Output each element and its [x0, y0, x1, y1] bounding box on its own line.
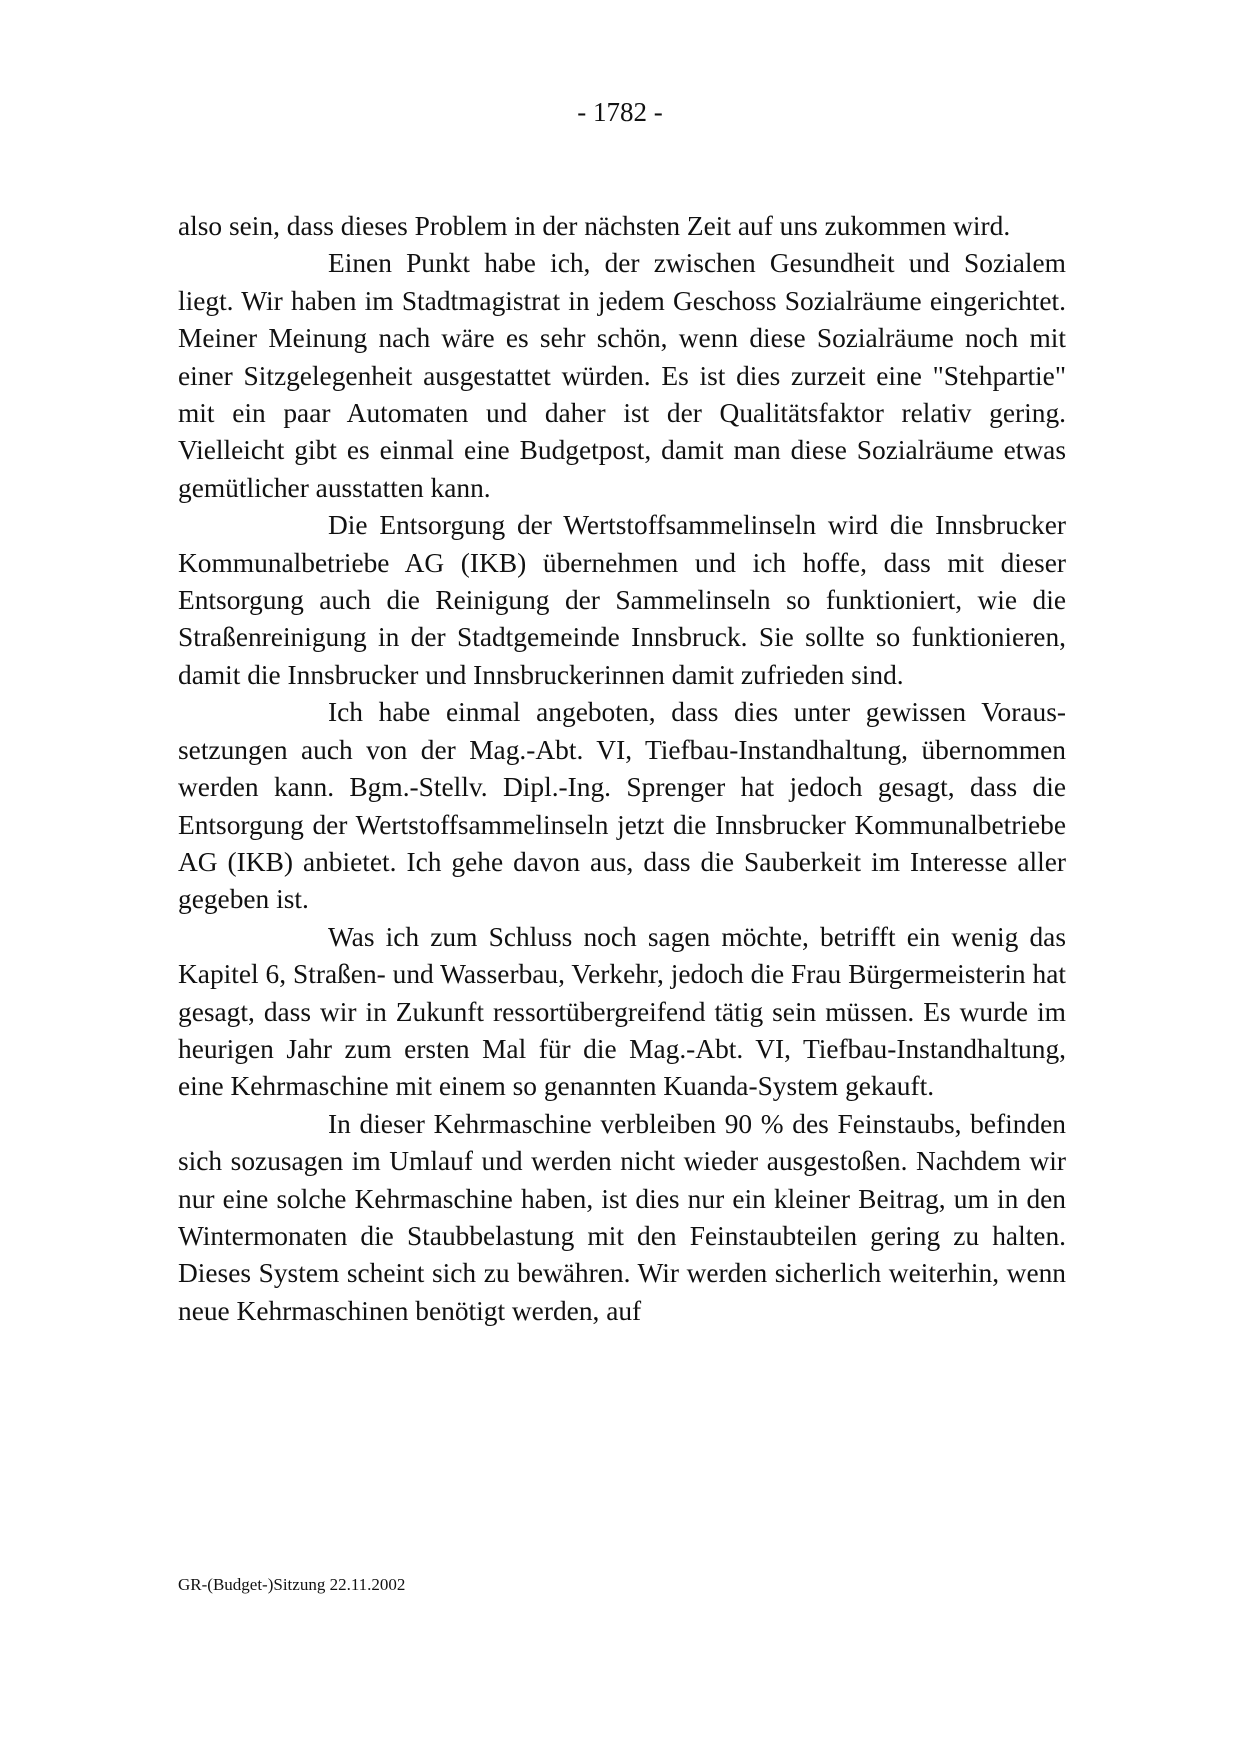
body-text — [178, 208, 1066, 1330]
paragraph-continued: also sein, dass dieses Problem in der nächsten Zeit auf uns zukommen wird. — [178, 211, 1011, 241]
paragraph-sweeper: In dieser Kehrmaschine verbleiben 90 % des Feinstaubs, befinden sich sozusagen im Umlauf und werden nicht wieder ausgestoßen. Nachdem wir nur eine solche Kehrmaschine haben, ist dies nur ein kleiner Beitrag, um in den Wintermonaten die Staubbelastung mit den Feinstaubteilen gering zu halten. Dieses System scheint sich zu bewähren. Wir werden sicherlich weiterhin, wenn neue Kehrmaschinen benötigt werden, auf — [178, 1108, 1066, 1326]
paragraph-social-rooms: Einen Punkt habe ich, der zwischen Gesundheit und Sozialem liegt. Wir haben im Stadtmagistrat in jedem Geschoss Sozialräume eingerichtet. Meiner Meinung nach wäre es sehr schön, wenn diese Sozialräume noch mit einer Sitzgelegenheit ausgestattet würden. Es ist dies zurzeit eine "Stehpartie" mit ein paar Automaten und daher ist der Qualitätsfaktor relativ gering. Vielleicht gibt es einmal eine Budgetpost, damit man diese Sozialräume etwas gemütlicher ausstatten kann. — [178, 248, 1066, 503]
paragraph-waste-disposal: Die Entsorgung der Wertstoffsammelinseln wird die Innsbrucker Kommunalbetriebe AG (IKB) übernehmen und ich hoffe, dass mit dieser Entsorgung auch die Reinigung der Sammelinseln so funktioniert, wie die Straßenreinigung in der Stadtgemeinde Innsbruck. Sie sollte so funktionieren, damit die Innsbrucker und Innsbruckerinnen damit zufrieden sind. — [178, 510, 1066, 690]
footer-session-date: GR-(Budget-)Sitzung 22.11.2002 — [178, 1575, 406, 1594]
page-number: - 1782 - — [577, 97, 663, 127]
paragraph-offer: Ich habe einmal angeboten, dass dies unter gewissen Voraussetzungen auch von der Mag.-Abt. VI, Tiefbau-Instandhaltung, übernommen werden kann. Bgm.-Stellv. Dipl.-Ing. Sprenger hat jedoch gesagt, dass die Entsorgung der Wertstoffsammelinseln jetzt die Innsbrucker Kommunalbetriebe AG (IKB) anbietet. Ich gehe davon aus, dass die Sauberkeit im Interesse aller gegeben ist. — [178, 697, 1066, 915]
paragraph-road-construction: Was ich zum Schluss noch sagen möchte, betrifft ein wenig das Kapitel 6, Straßen- und Wasserbau, Verkehr, jedoch die Frau Bürgermeisterin hat gesagt, dass wir in Zukunft ressortübergreifend tätig sein müssen. Es wurde im heurigen Jahr zum ersten Mal für die Mag.-Abt. VI, Tiefbau-Instandhaltung, eine Kehrmaschine mit einem so genannten Kuanda-System gekauft. — [178, 921, 1066, 1102]
